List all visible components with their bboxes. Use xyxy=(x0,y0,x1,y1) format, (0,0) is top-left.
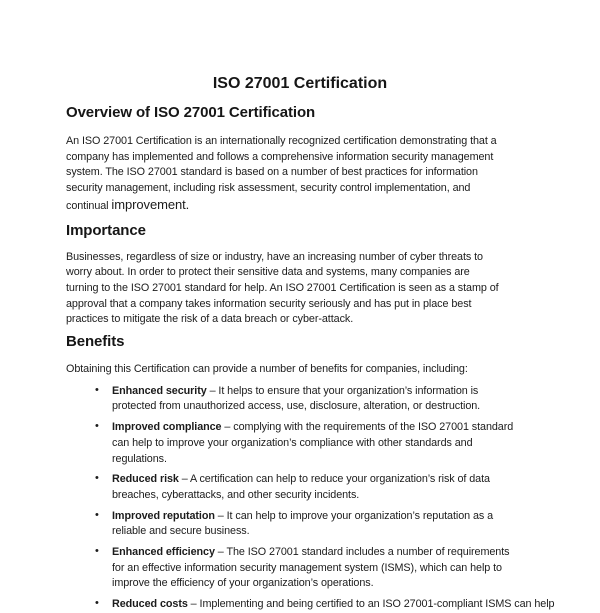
text-line: for an effective information security management system (ISMS), which can help to xyxy=(112,561,502,574)
text-line xyxy=(112,597,555,613)
bullet-term: Reduced risk xyxy=(112,473,179,486)
bullet-icon: • xyxy=(95,383,99,396)
text-line: system. The ISO 27001 standard is based on a number of best practices for information xyxy=(66,166,478,179)
text-line: security management, including risk assessment, security control implementation, and xyxy=(66,182,471,195)
text-line: Obtaining this Certification can provide a number of benefits for companies, including: xyxy=(66,363,468,376)
text-line xyxy=(112,384,534,400)
text-line xyxy=(112,545,534,561)
heading-benefits: Benefits xyxy=(66,333,125,351)
bullet-item-enhanced-efficiency xyxy=(95,545,534,592)
bullet-term: Improved reputation xyxy=(112,509,215,522)
benefits-list xyxy=(66,383,555,613)
text-line xyxy=(112,420,534,436)
bullet-item-reduced-risk xyxy=(95,472,534,503)
bullet-term: Reduced costs xyxy=(112,598,188,611)
text-line: worry about. In order to protect their sensitive data and systems, many companies are xyxy=(66,266,470,279)
bullet-icon: • xyxy=(95,508,99,521)
text-fragment: – Implementing and being certified to an ISO 27001-compliant ISMS can help xyxy=(187,598,555,611)
text-line: breaches, cyberattacks, and other security incidents. xyxy=(112,488,360,501)
text-line: protected from unauthorized access, use, disclosure, alteration, or destruction. xyxy=(112,400,481,413)
text-fragment: – The ISO 27001 standard includes a number of requirements xyxy=(214,546,510,559)
text-line: reliable and secure business. xyxy=(112,525,250,538)
text-line: company has implemented and follows a comprehensive information security management xyxy=(66,150,494,163)
bullet-term: Enhanced security xyxy=(112,384,207,397)
text-fragment: – It can help to improve your organization’s reputation as a xyxy=(214,509,494,522)
text-line: approval that a company takes information security seriously and has put in place best xyxy=(66,297,472,310)
text-line xyxy=(112,509,534,525)
text-fragment: – complying with the requirements of the ISO 27001 standard xyxy=(221,421,514,434)
heading-importance: Importance xyxy=(66,221,146,239)
text-line: improve the efficiency of your organization’s operations. xyxy=(112,577,374,590)
bullet-icon: • xyxy=(95,472,99,485)
text-line xyxy=(66,197,534,215)
text-line: Businesses, regardless of size or industry, have an increasing number of cyber threats to xyxy=(66,250,483,263)
text-line: practices to mitigate the risk of a data breach or cyber-attack. xyxy=(66,313,354,326)
paragraph-benefits-intro xyxy=(66,362,534,378)
bullet-item-reduced-costs-clipped xyxy=(95,597,555,613)
paragraph-overview xyxy=(66,134,534,215)
bullet-item-improved-compliance xyxy=(95,420,534,467)
text-fragment: continual xyxy=(66,199,112,212)
text-line: turning to the ISO 27001 standard for help. An ISO 27001 Certification is seen as a stamp of xyxy=(66,281,499,294)
text-line: can help to improve your organization’s compliance with other standards and xyxy=(112,436,473,449)
oversized-word: improvement. xyxy=(111,196,190,212)
bullet-item-enhanced-security xyxy=(95,383,534,415)
text-line: An ISO 27001 Certification is an internationally recognized certification demonstrating that a xyxy=(66,135,497,147)
document-title: ISO 27001 Certification xyxy=(212,75,388,92)
text-fragment: – A certification can help to reduce your organization’s risk of data xyxy=(178,473,490,486)
text-fragment: – It helps to ensure that your organization’s information is xyxy=(206,384,479,397)
bullet-term: Improved compliance xyxy=(112,421,222,434)
bullet-icon: • xyxy=(95,597,99,610)
bullet-icon: • xyxy=(95,545,99,558)
bullet-item-improved-reputation xyxy=(95,508,534,540)
heading-overview: Overview of ISO 27001 Certification xyxy=(66,104,316,121)
text-line: regulations. xyxy=(112,452,167,465)
bullet-term: Enhanced efficiency xyxy=(112,546,215,559)
bullet-icon: • xyxy=(95,420,99,433)
text-line xyxy=(112,472,534,488)
paragraph-importance xyxy=(66,250,534,329)
